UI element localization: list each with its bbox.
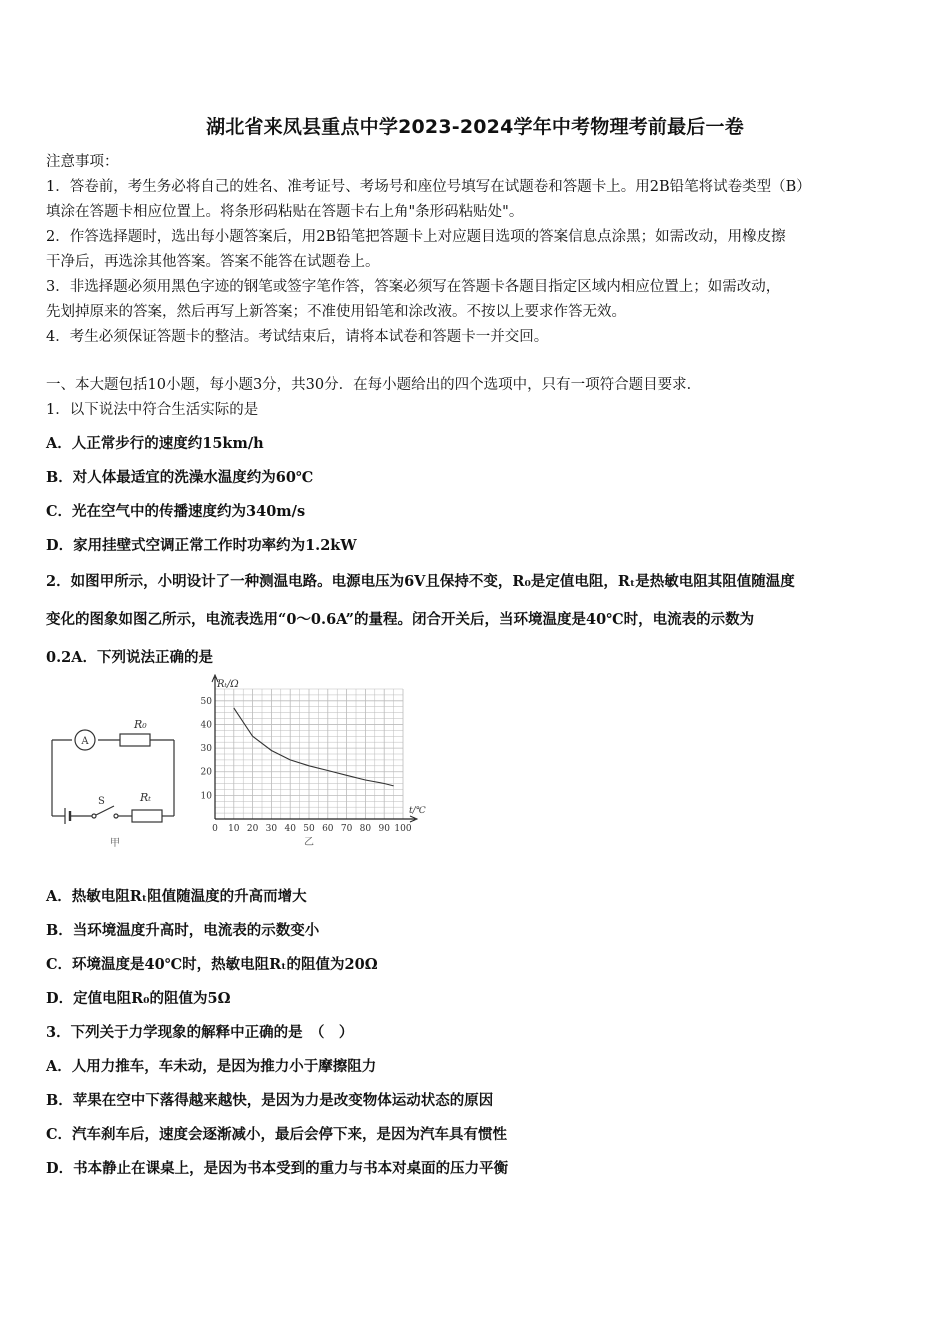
option: C．光在空气中的传播速度约为340m/s: [46, 503, 306, 520]
x-tick-label: 100: [394, 824, 412, 834]
notice-line: 填涂在答题卡相应位置上。将条形码粘贴在答题卡右上角"条形码粘贴处"。: [46, 204, 524, 220]
question-3-stem: 3．下列关于力学现象的解释中正确的是 （ ）: [46, 1024, 354, 1041]
circuit-caption: 甲: [110, 838, 120, 849]
y-tick-label: 50: [200, 696, 212, 707]
y-tick-label: 10: [200, 791, 212, 802]
option: A．人正常步行的速度约15km/h: [46, 435, 264, 452]
y-tick-label: 40: [200, 720, 212, 731]
notice-line: 先划掉原来的答案，然后再写上新答案；不准使用铅笔和涂改液。不按以上要求作答无效。: [46, 304, 626, 320]
notice-heading: 注意事项：: [46, 154, 119, 170]
switch-label: S: [98, 796, 105, 807]
x-tick-label: 50: [303, 824, 315, 834]
x-tick-label: 70: [340, 824, 353, 834]
section-instruction-block: [46, 373, 908, 423]
chart-caption: 乙: [304, 837, 314, 848]
notice-line: 2．作答选择题时，选出每小题答案后，用2B铅笔把答题卡上对应题目选项的答案信息点涂黑；如需改动，用橡皮擦: [46, 229, 786, 245]
y-tick-label: 20: [200, 767, 212, 778]
question-1-options: [46, 427, 908, 563]
x-tick-label: 60: [322, 824, 334, 834]
ammeter-label: A: [81, 736, 89, 747]
question-3: [46, 1016, 908, 1186]
notice-line: 1．答卷前，考生务必将自己的姓名、准考证号、考场号和座位号填写在试题卷和答题卡上。用2B铅笔将试卷类型（B）: [46, 179, 811, 195]
y-tick-label: 30: [200, 744, 212, 755]
x-tick-label: 10: [228, 824, 240, 834]
x-tick-label: 30: [265, 824, 278, 834]
option: A．热敏电阻Rₜ阻值随温度的升高而增大: [46, 888, 307, 905]
r0-label: R₀: [134, 718, 147, 731]
question-1-stem: 1．以下说法中符合生活实际的是: [46, 402, 259, 418]
x-tick-label: 80: [359, 824, 372, 834]
option: B．当环境温度升高时，电流表的示数变小: [46, 922, 320, 939]
option: A．人用力推车，车未动，是因为推力小于摩擦阻力: [46, 1058, 377, 1075]
option: B．对人体最适宜的洗澡水温度约为60℃: [46, 469, 314, 486]
question-2-figure: [40, 674, 440, 854]
option: D．家用挂壁式空调正常工作时功率约为1.2kW: [46, 537, 357, 554]
option: C．汽车刹车后，速度会逐渐减小，最后会停下来，是因为汽车具有惯性: [46, 1126, 508, 1143]
question-2-options: [46, 880, 908, 1016]
question-2-stem: [46, 563, 908, 677]
x-tick-label: 0: [212, 824, 218, 834]
x-tick-label: 40: [284, 824, 296, 834]
option: B．苹果在空中下落得越来越快，是因为力是改变物体运动状态的原因: [46, 1092, 494, 1109]
question-2-stem-line: 变化的图象如图乙所示，电流表选用“0～0.6A”的量程。闭合开关后，当环境温度是40℃时，电流表的示数为: [46, 611, 755, 628]
notice-section: [46, 150, 908, 350]
notice-line: 干净后，再选涂其他答案。答案不能答在试题卷上。: [46, 254, 380, 270]
x-tick-label: 90: [378, 824, 390, 834]
rt-label: Rₜ: [140, 791, 151, 804]
option: D．定值电阻R₀的阻值为5Ω: [46, 990, 231, 1007]
circuit-diagram: [52, 734, 174, 824]
notice-line: 4．考生必须保证答题卡的整洁。考试结束后，请将本试卷和答题卡一并交回。: [46, 329, 549, 345]
page-title: 湖北省来凤县重点中学2023-2024学年中考物理考前最后一卷: [206, 116, 744, 138]
option: C．环境温度是40℃时，热敏电阻Rₜ的阻值为20Ω: [46, 956, 378, 973]
question-2-stem-line: 2．如图甲所示，小明设计了一种测温电路。电源电压为6V且保持不变，R₀是定值电阻，Rₜ是热敏电阻其阻值随温度: [46, 573, 795, 590]
question-2-stem-line: 0.2A．下列说法正确的是: [46, 649, 213, 666]
rt-temperature-chart: [201, 675, 427, 848]
option: D．书本静止在课桌上，是因为书本受到的重力与书本对桌面的压力平衡: [46, 1160, 509, 1177]
x-axis-label: t/℃: [409, 806, 426, 816]
y-axis-label: Rₜ/Ω: [217, 679, 239, 690]
circuit-and-graph: [40, 674, 440, 854]
series-line-rt: [234, 708, 394, 786]
notice-line: 3．非选择题必须用黑色字迹的钢笔或签字笔作答，答案必须写在答题卡各题目指定区域内相应位置上；如需改动，: [46, 279, 781, 295]
section-instruction: 一、本大题包括10小题，每小题3分，共30分．在每小题给出的四个选项中，只有一项符合题目要求．: [46, 377, 702, 393]
x-tick-label: 20: [246, 824, 259, 834]
